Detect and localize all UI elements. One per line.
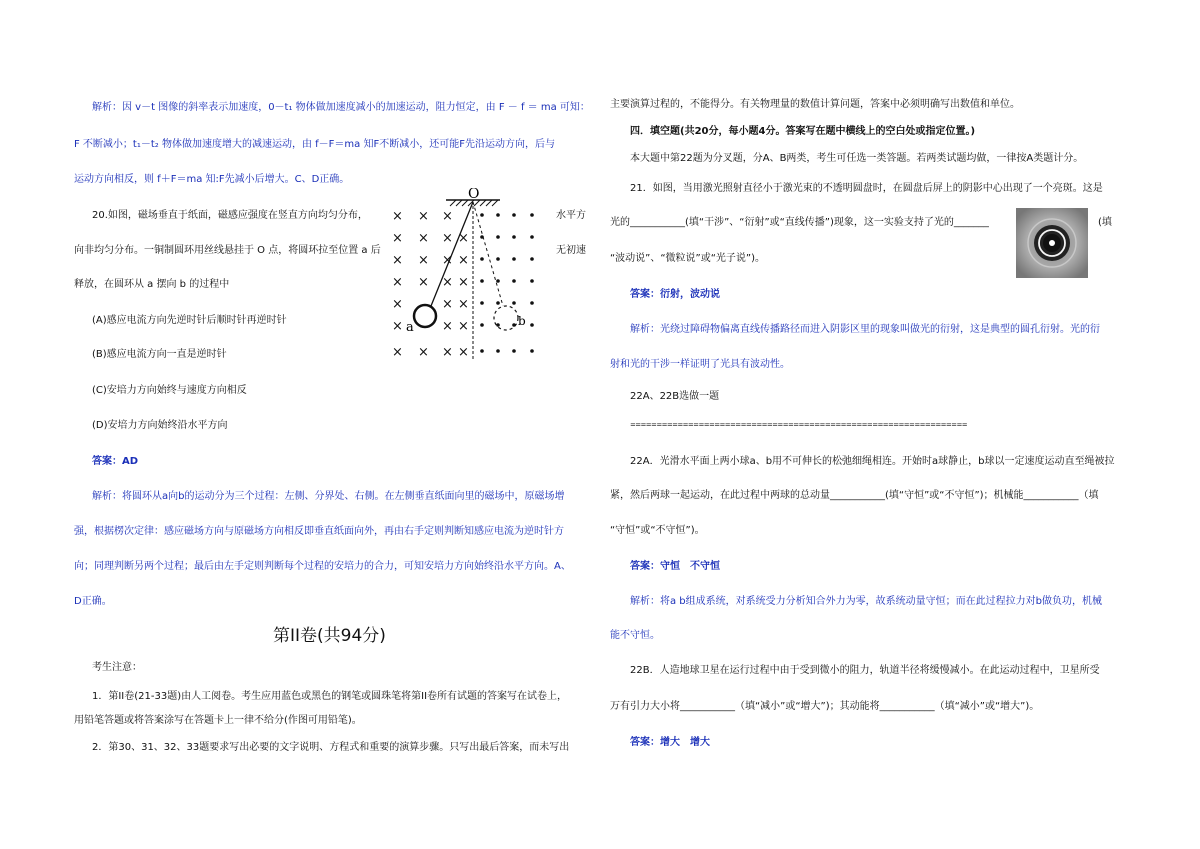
q22b-line1: 22B．人造地球卫星在运行过程中由于受到微小的阻力，轨道半径将缓慢减小。在此运动过程中，卫星所受 <box>630 665 1100 676</box>
string-b <box>473 202 503 306</box>
field-cross: × <box>442 345 453 360</box>
field-cross: × <box>458 253 469 268</box>
field-cross: × <box>418 231 429 246</box>
field-dot <box>530 257 534 261</box>
section-4-heading: 四．填空题(共20分，每小题4分。答案写在题中横线上的空白处或指定位置。) <box>630 126 976 137</box>
field-dot <box>530 301 534 305</box>
q20-line1-tail: 水平方 <box>556 210 586 221</box>
q21-analysis-1: 解析：光绕过障碍物偏离直线传播路径而进入阴影区里的现象叫做光的衍射，这是典型的圆孔衍射。光的衍 <box>630 324 1100 335</box>
field-dot <box>512 349 516 353</box>
q21-line1: 21．如图，当用激光照射直径小于激光束的不透明圆盘时，在圆盘后屏上的阴影中心出现了一个亮斑。这是 <box>630 183 1103 194</box>
field-cross: × <box>442 209 453 224</box>
field-cross: × <box>392 297 403 312</box>
field-cross: × <box>392 319 403 334</box>
label-o: O <box>468 188 480 202</box>
field-cross: × <box>392 275 403 290</box>
field-cross: × <box>442 297 453 312</box>
field-dot <box>480 279 484 283</box>
field-cross: × <box>392 231 403 246</box>
q21-answer: 答案：衍射，波动说 <box>630 289 720 300</box>
field-cross: × <box>442 319 453 334</box>
q22a-line1: 22A．光滑水平面上两小球a、b用不可伸长的松弛细绳相连。开始时a球静止，b球以一定速度运动直至绳被拉 <box>630 456 1115 467</box>
notice-label: 考生注意： <box>92 662 142 673</box>
field-dot <box>496 323 500 327</box>
dot-field <box>480 213 534 353</box>
field-cross: × <box>392 209 403 224</box>
field-cross: × <box>418 345 429 360</box>
pendulum-field-figure <box>388 188 558 366</box>
notice-2a: 2．第30、31、32、33题要求写出必要的文字说明、方程式和重要的演算步骤。只写出最后答案，而未写出 <box>92 742 570 753</box>
field-dot <box>496 235 500 239</box>
q22a-analysis-1: 解析：将a b组成系统，对系统受力分析知合外力为零，故系统动量守恒；而在此过程拉力对b做负功，机械 <box>630 596 1103 607</box>
q20-answer: 答案：AD <box>92 456 139 467</box>
field-cross: × <box>418 253 429 268</box>
field-cross: × <box>458 319 469 334</box>
field-cross: × <box>458 345 469 360</box>
q20-option-d: (D)安培力方向始终沿水平方向 <box>92 420 228 431</box>
q22b-line2: 万有引力大小将___________（填“减小”或“增大”)；其动能将___________（填“减小”或“增大”)。 <box>610 701 1040 712</box>
section-4-intro: 本大题中第22题为分叉题，分A、B两类，考生可任选一类答题。若两类试题均做，一律按A类题计分。 <box>630 153 1084 164</box>
notice-1b: 用铅笔答题或将答案涂写在答题卡上一律不给分(作图可用铅笔)。 <box>74 715 362 726</box>
q20-line3: 释放，在圆环从 a 摆向 b 的过程中 <box>74 279 230 290</box>
field-dot <box>496 301 500 305</box>
q20-option-b: (B)感应电流方向一直是逆时针 <box>92 349 227 360</box>
field-dot <box>512 279 516 283</box>
field-dot <box>496 257 500 261</box>
field-dot <box>530 349 534 353</box>
field-dot <box>480 257 484 261</box>
label-a: a <box>406 320 414 335</box>
field-cross: × <box>458 231 469 246</box>
field-dot <box>480 349 484 353</box>
field-dot <box>480 213 484 217</box>
ring-a <box>414 305 436 327</box>
double-rule: ================================================================ <box>630 421 967 429</box>
q20-line2-tail: 无初速 <box>556 245 586 256</box>
q22a-analysis-2: 能不守恒。 <box>610 630 660 641</box>
label-b: b <box>518 314 526 328</box>
field-dot <box>480 301 484 305</box>
q20-option-a: (A)感应电流方向先逆时针后顺时针再逆时针 <box>92 315 287 326</box>
field-cross: × <box>442 253 453 268</box>
q20-option-c: (C)安培力方向始终与速度方向相反 <box>92 385 247 396</box>
field-dot <box>530 235 534 239</box>
field-cross: × <box>458 297 469 312</box>
field-cross: × <box>392 345 403 360</box>
field-dot <box>530 323 534 327</box>
q20-analysis-1: 解析：将圆环从a向b的运动分为三个过程：左侧、分界处、右侧。在左侧垂直纸面向里的磁场中，原磁场增 <box>92 491 565 502</box>
field-dot <box>496 349 500 353</box>
q22a-line3: “守恒”或“不守恒”)。 <box>610 525 705 536</box>
section-title: 第II卷(共94分) <box>273 626 386 646</box>
q21-line2: 光的___________(填“干涉”、“衍射”或“直线传播”)现象，这一实验支持了光的_______ <box>610 217 989 228</box>
q20-analysis-4: D正确。 <box>74 596 112 607</box>
q20-line2: 向非均匀分布。一铜制圆环用丝线悬挂于 O 点，将圆环拉至位置 a 后 <box>74 245 381 256</box>
q22a-line2: 紧，然后两球一起运动，在此过程中两球的总动量___________(填“守恒”或“不守恒”)；机械能___________（填 <box>610 490 1099 501</box>
q22a-answer: 答案：守恒 不守恒 <box>630 561 720 572</box>
field-dot <box>530 213 534 217</box>
analysis19-line1: 解析：因 v－t 图像的斜率表示加速度，0－t₁ 物体做加速度减小的加速运动，阻力恒定，由 F － f ＝ ma 可知： <box>92 102 590 113</box>
q20-line1: 20.如图，磁场垂直于纸面，磁感应强度在竖直方向均匀分布， <box>92 210 368 221</box>
choose-note: 22A、22B选做一题 <box>630 391 720 402</box>
field-cross: × <box>418 209 429 224</box>
analysis19-line3: 运动方向相反，则 f＋F＝ma 知:F先减小后增大。C、D正确。 <box>74 174 350 185</box>
analysis19-line2: F 不断减小；t₁－t₂ 物体做加速度增大的减速运动，由 f－F＝ma 知F不断减小，还可能F先沿运动方向，后与 <box>74 139 555 150</box>
q21-line3: “波动说”、“微粒说”或“光子说”)。 <box>610 253 765 264</box>
notice-2-continued: 主要演算过程的，不能得分。有关物理量的数值计算问题，答案中必须明确写出数值和单位。 <box>610 99 1020 110</box>
field-cross: × <box>418 275 429 290</box>
field-dot <box>512 257 516 261</box>
field-cross: × <box>442 231 453 246</box>
poisson-spot-image <box>1016 208 1088 278</box>
field-cross: × <box>458 275 469 290</box>
notice-1a: 1．第II卷(21-33题)由人工阅卷。考生应用蓝色或黑色的钢笔或圆珠笔将第II卷所有试题的答案写在试卷上， <box>92 691 568 702</box>
q20-analysis-2: 强，根据楞次定律：感应磁场方向与原磁场方向相反即垂直纸面向外，再由右手定则判断知感应电流为逆时针方 <box>74 526 564 537</box>
field-dot <box>512 213 516 217</box>
field-cross: × <box>392 253 403 268</box>
field-dot <box>512 301 516 305</box>
q22b-answer: 答案：增大 增大 <box>630 737 710 748</box>
field-dot <box>496 279 500 283</box>
q21-line2-tail: (填 <box>1098 217 1112 228</box>
field-dot <box>530 279 534 283</box>
field-dot <box>512 235 516 239</box>
field-dot <box>480 323 484 327</box>
field-cross: × <box>442 275 453 290</box>
q21-analysis-2: 射和光的干涉一样证明了光具有波动性。 <box>610 359 790 370</box>
cross-field <box>392 209 469 360</box>
field-dot <box>496 213 500 217</box>
q20-analysis-3: 向；同理判断另两个过程；最后由左手定则判断每个过程的安培力的合力，可知安培力方向始终沿水平方向。A、 <box>74 561 571 572</box>
